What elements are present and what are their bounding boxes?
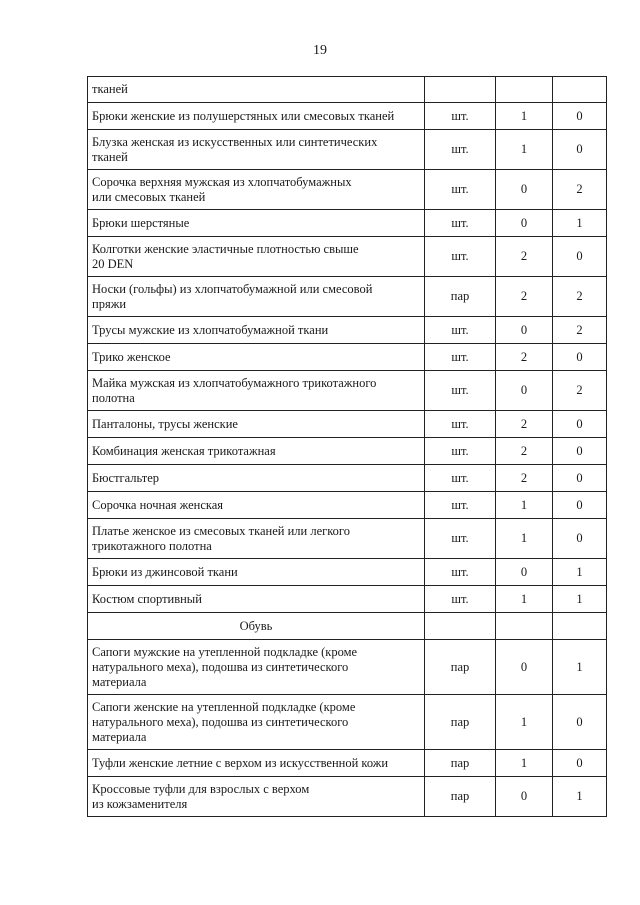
unit-cell: шт.: [425, 103, 496, 130]
unit-cell: пар: [425, 750, 496, 777]
quantity-cell-1: 1: [496, 103, 553, 130]
table-row: [88, 695, 607, 750]
quantity-cell-2: 0: [553, 519, 607, 559]
goods-table: [87, 76, 607, 817]
item-name: Туфли женские летние с верхом из искусственной кожи: [88, 750, 425, 777]
item-name: Бюстгальтер: [88, 465, 425, 492]
quantity-cell-2: 0: [553, 130, 607, 170]
unit-cell: шт.: [425, 371, 496, 411]
quantity-cell-1: 2: [496, 237, 553, 277]
item-name: тканей: [88, 77, 425, 103]
quantity-cell-1: 1: [496, 586, 553, 613]
unit-cell: [425, 613, 496, 640]
quantity-cell-2: 1: [553, 640, 607, 695]
unit-cell: [425, 77, 496, 103]
quantity-cell-2: [553, 613, 607, 640]
quantity-cell-1: 0: [496, 210, 553, 237]
page-number: 19: [313, 43, 327, 58]
quantity-cell-2: 0: [553, 237, 607, 277]
unit-cell: шт.: [425, 586, 496, 613]
item-name: Носки (гольфы) из хлопчатобумажной или смесовой пряжи: [88, 277, 425, 317]
quantity-cell-1: 2: [496, 411, 553, 438]
quantity-cell-2: 1: [553, 559, 607, 586]
table-row: [88, 411, 607, 438]
section-title: Обувь: [88, 613, 425, 640]
goods-table-body: [88, 77, 607, 817]
table-row: [88, 103, 607, 130]
table-row: [88, 130, 607, 170]
item-name: Майка мужская из хлопчатобумажного трикотажного полотна: [88, 371, 425, 411]
quantity-cell-1: 0: [496, 559, 553, 586]
table-row: [88, 586, 607, 613]
table-row: [88, 777, 607, 817]
unit-cell: пар: [425, 777, 496, 817]
table-row: [88, 237, 607, 277]
table-row: [88, 492, 607, 519]
quantity-cell-1: [496, 77, 553, 103]
item-name: Панталоны, трусы женские: [88, 411, 425, 438]
section-header-row: [88, 613, 607, 640]
table-row: [88, 438, 607, 465]
table-row: [88, 519, 607, 559]
item-name: Брюки шерстяные: [88, 210, 425, 237]
quantity-cell-2: 0: [553, 465, 607, 492]
table-row: [88, 371, 607, 411]
quantity-cell-1: 1: [496, 750, 553, 777]
quantity-cell-2: 2: [553, 371, 607, 411]
unit-cell: шт.: [425, 317, 496, 344]
quantity-cell-2: 1: [553, 777, 607, 817]
quantity-cell-1: 1: [496, 519, 553, 559]
item-name: Сорочка верхняя мужская из хлопчатобумажных или смесовых тканей: [88, 170, 425, 210]
item-name: Кроссовые туфли для взрослых с верхом из кожзаменителя: [88, 777, 425, 817]
item-name: Сорочка ночная женская: [88, 492, 425, 519]
item-name: Платье женское из смесовых тканей или легкого трикотажного полотна: [88, 519, 425, 559]
unit-cell: пар: [425, 277, 496, 317]
quantity-cell-2: 2: [553, 317, 607, 344]
item-name: Брюки из джинсовой ткани: [88, 559, 425, 586]
quantity-cell-2: 0: [553, 492, 607, 519]
quantity-cell-1: 2: [496, 344, 553, 371]
unit-cell: шт.: [425, 438, 496, 465]
table-row: [88, 210, 607, 237]
quantity-cell-2: 0: [553, 344, 607, 371]
table-row: [88, 559, 607, 586]
table-row: [88, 317, 607, 344]
unit-cell: шт.: [425, 492, 496, 519]
quantity-cell-1: 0: [496, 777, 553, 817]
table-row: [88, 344, 607, 371]
quantity-cell-1: 0: [496, 170, 553, 210]
quantity-cell-1: 2: [496, 277, 553, 317]
quantity-cell-1: [496, 613, 553, 640]
quantity-cell-2: 2: [553, 277, 607, 317]
unit-cell: шт.: [425, 237, 496, 277]
quantity-cell-2: 0: [553, 103, 607, 130]
quantity-cell-1: 1: [496, 695, 553, 750]
quantity-cell-2: 0: [553, 411, 607, 438]
item-name: Сапоги мужские на утепленной подкладке (кроме натурального меха), подошва из синтетического материала: [88, 640, 425, 695]
unit-cell: пар: [425, 695, 496, 750]
unit-cell: шт.: [425, 210, 496, 237]
item-name: Костюм спортивный: [88, 586, 425, 613]
quantity-cell-1: 2: [496, 438, 553, 465]
quantity-cell-2: 2: [553, 170, 607, 210]
unit-cell: шт.: [425, 411, 496, 438]
item-name: Блузка женская из искусственных или синтетических тканей: [88, 130, 425, 170]
item-name: Сапоги женские на утепленной подкладке (кроме натурального меха), подошва из синтетического материала: [88, 695, 425, 750]
quantity-cell-2: 0: [553, 750, 607, 777]
quantity-cell-1: 2: [496, 465, 553, 492]
item-name: Брюки женские из полушерстяных или смесовых тканей: [88, 103, 425, 130]
quantity-cell-1: 1: [496, 130, 553, 170]
unit-cell: шт.: [425, 170, 496, 210]
quantity-cell-2: 0: [553, 695, 607, 750]
unit-cell: шт.: [425, 344, 496, 371]
quantity-cell-2: 1: [553, 210, 607, 237]
unit-cell: шт.: [425, 559, 496, 586]
table-row: [88, 277, 607, 317]
table-row: [88, 77, 607, 103]
quantity-cell-1: 0: [496, 371, 553, 411]
unit-cell: шт.: [425, 465, 496, 492]
quantity-cell-2: 1: [553, 586, 607, 613]
unit-cell: шт.: [425, 519, 496, 559]
item-name: Трико женское: [88, 344, 425, 371]
item-name: Колготки женские эластичные плотностью свыше 20 DEN: [88, 237, 425, 277]
table-row: [88, 170, 607, 210]
quantity-cell-1: 1: [496, 492, 553, 519]
unit-cell: пар: [425, 640, 496, 695]
quantity-cell-1: 0: [496, 640, 553, 695]
item-name: Трусы мужские из хлопчатобумажной ткани: [88, 317, 425, 344]
unit-cell: шт.: [425, 130, 496, 170]
item-name: Комбинация женская трикотажная: [88, 438, 425, 465]
table-row: [88, 640, 607, 695]
quantity-cell-2: [553, 77, 607, 103]
table-row: [88, 750, 607, 777]
table-row: [88, 465, 607, 492]
quantity-cell-2: 0: [553, 438, 607, 465]
quantity-cell-1: 0: [496, 317, 553, 344]
